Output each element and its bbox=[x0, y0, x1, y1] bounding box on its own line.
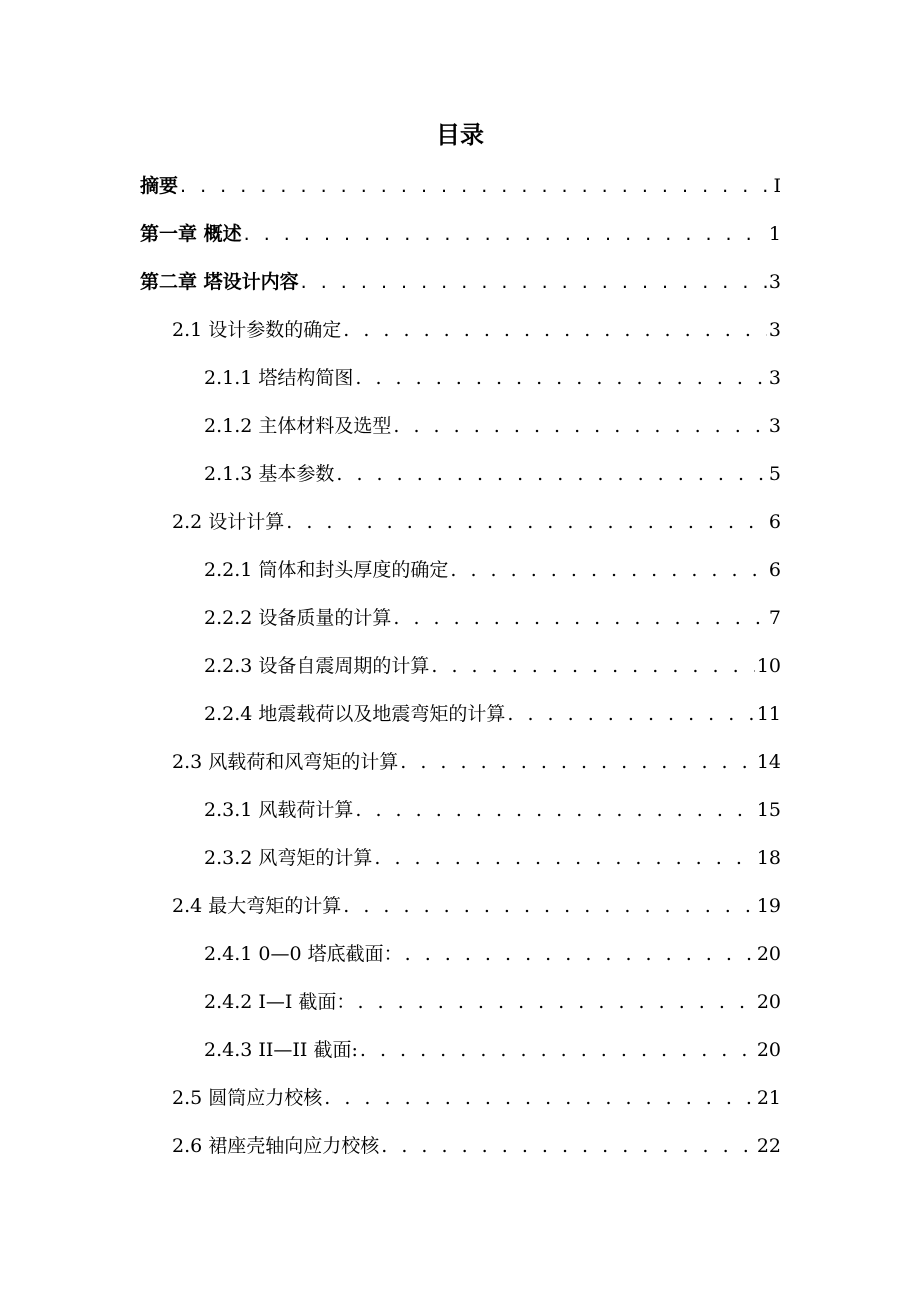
toc-page-number: 15 bbox=[756, 799, 781, 821]
toc-entry[interactable] bbox=[204, 602, 781, 634]
toc-page-number: 6 bbox=[768, 511, 781, 533]
toc-entry[interactable] bbox=[204, 650, 781, 682]
toc-leader-dots bbox=[381, 1130, 755, 1162]
toc-leader-dots bbox=[393, 602, 767, 634]
toc-entry-label: 2.2.1 筒体和封头厚度的确定 bbox=[204, 559, 449, 581]
toc-leader-dots bbox=[343, 314, 767, 346]
toc-page-number: 22 bbox=[756, 1135, 781, 1157]
toc-entry-label: 2.4 最大弯矩的计算 bbox=[172, 895, 342, 917]
toc-entry-label: 2.2 设计计算 bbox=[172, 511, 285, 533]
toc-entry-label: 2.2.2 设备质量的计算 bbox=[204, 607, 392, 629]
toc-entry-label: 2.1.3 基本参数 bbox=[204, 463, 335, 485]
toc-page-number: 5 bbox=[768, 463, 781, 485]
toc-leader-dots bbox=[360, 1034, 755, 1066]
toc-page-number: 20 bbox=[756, 1039, 781, 1061]
toc-leader-dots bbox=[301, 266, 767, 298]
toc-entry-label: 2.4.3 II—II 截面: bbox=[204, 1039, 358, 1061]
toc-entry-label: 2.3.1 风载荷计算 bbox=[204, 799, 354, 821]
toc-entry[interactable] bbox=[172, 890, 781, 922]
toc-page-number: 7 bbox=[768, 607, 781, 629]
toc-entry[interactable] bbox=[204, 842, 781, 874]
toc-entry-label: 2.6 裙座壳轴向应力校核 bbox=[172, 1135, 380, 1157]
toc-page-number: I bbox=[773, 175, 781, 197]
toc-page-number: 14 bbox=[756, 751, 781, 773]
toc-leader-dots bbox=[431, 650, 754, 682]
toc-entry-label: 2.3.2 风弯矩的计算 bbox=[204, 847, 373, 869]
toc-entry-label: 第一章 概述 bbox=[140, 223, 242, 245]
toc-leader-dots bbox=[324, 1082, 755, 1114]
toc-leader-dots bbox=[400, 746, 755, 778]
toc-entry-label: 2.4.1 0—0 塔底截面： bbox=[204, 943, 403, 965]
toc-page-number: 3 bbox=[768, 415, 781, 437]
toc-entry[interactable] bbox=[204, 1034, 781, 1066]
toc-entry-label: 2.5 圆筒应力校核 bbox=[172, 1087, 323, 1109]
toc-entry[interactable] bbox=[204, 362, 781, 394]
toc-entry[interactable] bbox=[140, 266, 781, 298]
toc-entry-label: 2.2.3 设备自震周期的计算 bbox=[204, 655, 430, 677]
toc-entry[interactable] bbox=[172, 314, 781, 346]
toc-entry-label: 第二章 塔设计内容 bbox=[140, 271, 299, 293]
toc-page-number: 18 bbox=[756, 847, 781, 869]
toc-page-number: 20 bbox=[756, 991, 781, 1013]
toc-page-number: 3 bbox=[768, 367, 781, 389]
toc-page-number: 11 bbox=[756, 703, 781, 725]
toc-page-number: 21 bbox=[756, 1087, 781, 1109]
toc-entry[interactable] bbox=[172, 746, 781, 778]
toc-entry-label: 摘要 bbox=[140, 175, 179, 197]
toc-page-number: 3 bbox=[768, 271, 781, 293]
toc-entry[interactable] bbox=[172, 1130, 781, 1162]
toc-leader-dots bbox=[450, 554, 767, 586]
toc-entry[interactable] bbox=[204, 410, 781, 442]
toc-leader-dots bbox=[374, 842, 754, 874]
toc-leader-dots bbox=[357, 986, 754, 1018]
toc-entry[interactable] bbox=[204, 554, 781, 586]
toc-entry-label: 2.1.2 主体材料及选型 bbox=[204, 415, 392, 437]
toc-entry[interactable] bbox=[204, 794, 781, 826]
toc-leader-dots bbox=[336, 458, 767, 490]
toc-page-number: 1 bbox=[768, 223, 781, 245]
toc-entry[interactable] bbox=[204, 938, 781, 970]
toc-page-number: 3 bbox=[768, 319, 781, 341]
toc-leader-dots bbox=[286, 506, 767, 538]
toc-leader-dots bbox=[355, 794, 754, 826]
toc-entry-label: 2.3 风载荷和风弯矩的计算 bbox=[172, 751, 399, 773]
toc-leader-dots bbox=[355, 362, 767, 394]
toc-entry[interactable] bbox=[204, 458, 781, 490]
toc-leader-dots bbox=[393, 410, 767, 442]
toc-entry-label: 2.1 设计参数的确定 bbox=[172, 319, 342, 341]
toc-leader-dots bbox=[507, 698, 754, 730]
toc-entry[interactable] bbox=[172, 506, 781, 538]
toc-page-number: 6 bbox=[768, 559, 781, 581]
page-title: 目录 bbox=[436, 121, 484, 149]
toc-entry[interactable] bbox=[140, 218, 781, 250]
toc-page-number: 10 bbox=[756, 655, 781, 677]
toc-entry-label: 2.1.1 塔结构简图 bbox=[204, 367, 354, 389]
toc-entry[interactable] bbox=[204, 986, 781, 1018]
toc-entry-label: 2.4.2 I—I 截面： bbox=[204, 991, 356, 1013]
toc-entry[interactable] bbox=[204, 698, 781, 730]
toc-leader-dots bbox=[244, 218, 767, 250]
toc-entry[interactable] bbox=[140, 170, 781, 202]
toc-page-number: 19 bbox=[756, 895, 781, 917]
toc-leader-dots bbox=[180, 170, 771, 202]
toc-page-number: 20 bbox=[756, 943, 781, 965]
toc-entry[interactable] bbox=[172, 1082, 781, 1114]
toc-entry-label: 2.2.4 地震载荷以及地震弯矩的计算 bbox=[204, 703, 506, 725]
toc-leader-dots bbox=[343, 890, 755, 922]
toc-leader-dots bbox=[405, 938, 755, 970]
